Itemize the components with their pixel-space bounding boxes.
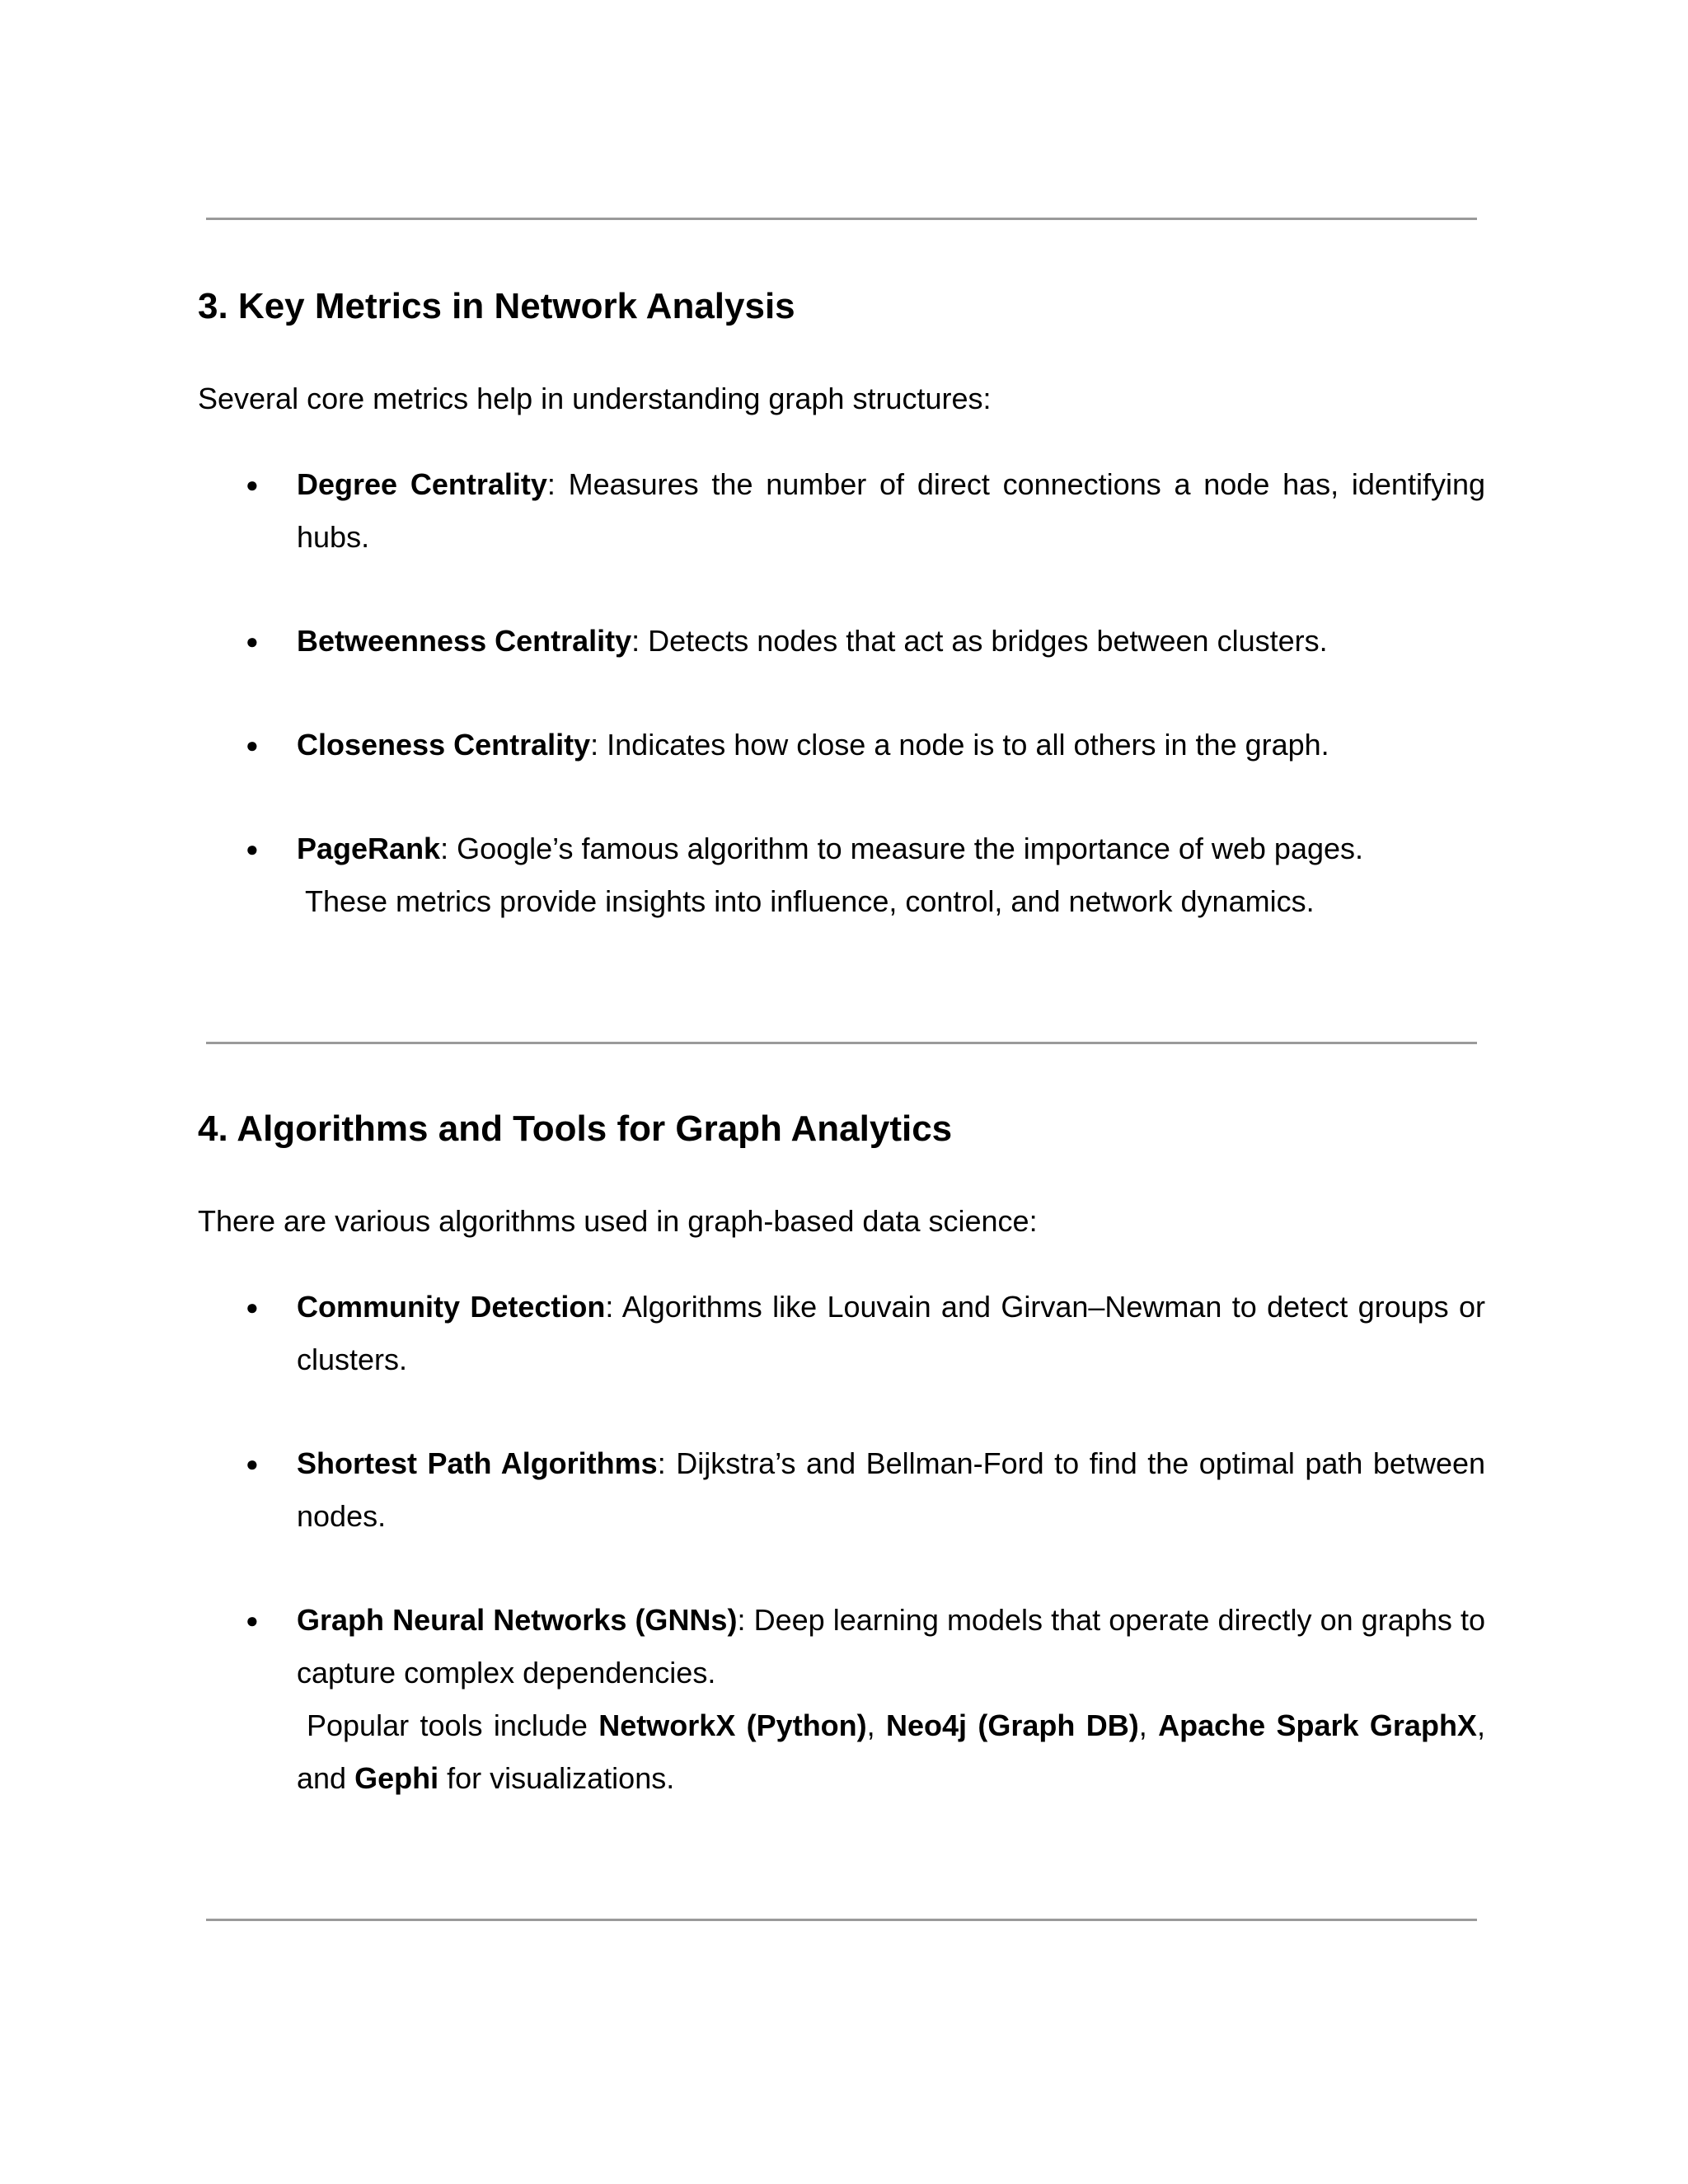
tool-networkx: NetworkX (Python) (598, 1708, 867, 1742)
list-item-term: Shortest Path Algorithms (297, 1446, 658, 1480)
list-item-degree-centrality (246, 458, 1485, 564)
list-item-desc: : Detects nodes that act as bridges between clusters. (631, 624, 1328, 658)
bullet-icon: ● (246, 629, 259, 654)
section-4-intro: There are various algorithms used in graph-based data science: (198, 1204, 1038, 1238)
section-3-closing-note: These metrics provide insights into influence, control, and network dynamics. (305, 884, 1315, 918)
section-4-heading: 4. Algorithms and Tools for Graph Analytics (198, 1108, 953, 1149)
bullet-icon: ● (246, 472, 259, 497)
tools-separator: , (866, 1708, 887, 1742)
section-3-intro: Several core metrics help in understanding graph structures: (198, 382, 992, 415)
section-3-heading: 3. Key Metrics in Network Analysis (198, 286, 795, 326)
tools-separator: , and (297, 1708, 1485, 1795)
divider-middle (206, 1042, 1477, 1044)
list-item-term: Community Detection (297, 1290, 606, 1324)
list-item-term: PageRank (297, 832, 441, 865)
list-item-community-detection (246, 1281, 1485, 1386)
tool-neo4j: Neo4j (Graph DB) (886, 1708, 1139, 1742)
tool-spark-graphx: Apache Spark GraphX (1158, 1708, 1477, 1742)
tools-lead: Popular tools include (307, 1708, 599, 1742)
list-item-desc: : Google’s famous algorithm to measure the importance of web pages. (440, 832, 1364, 865)
list-item-closeness-centrality (246, 719, 1485, 771)
tools-tail: for visualizations. (438, 1761, 675, 1795)
list-item-term: Degree Centrality (297, 467, 547, 501)
divider-bottom (206, 1919, 1477, 1921)
bullet-icon: ● (246, 733, 259, 757)
bullet-icon: ● (246, 1451, 259, 1476)
bullet-icon: ● (246, 1608, 259, 1633)
tools-separator: , (1138, 1708, 1159, 1742)
list-item-gnn (246, 1594, 1485, 1805)
list-item-shortest-path (246, 1437, 1486, 1543)
list-item-term: Betweenness Centrality (297, 624, 632, 658)
divider-top (206, 218, 1477, 220)
list-item-desc: : Measures the number of direct connections a node has, identifying hubs. (297, 467, 1485, 554)
list-item-term: Closeness Centrality (297, 728, 591, 762)
bullet-icon: ● (246, 837, 259, 861)
list-item-desc: : Deep learning models that operate directly on graphs to capture complex dependencies. (297, 1603, 1485, 1690)
list-item-desc: : Algorithms like Louvain and Girvan–Newman to detect groups or clusters. (297, 1290, 1485, 1376)
list-item-pagerank (246, 823, 1485, 928)
list-item-desc: : Dijkstra’s and Bellman-Ford to find the optimal path between nodes. (297, 1446, 1486, 1533)
list-item-term: Graph Neural Networks (GNNs) (297, 1603, 738, 1637)
bullet-icon: ● (246, 1295, 259, 1319)
list-item-desc: : Indicates how close a node is to all others in the graph. (590, 728, 1329, 762)
list-item-betweenness-centrality (246, 615, 1485, 668)
tool-gephi: Gephi (354, 1761, 439, 1795)
section-4-tools-note (297, 1699, 1485, 1805)
